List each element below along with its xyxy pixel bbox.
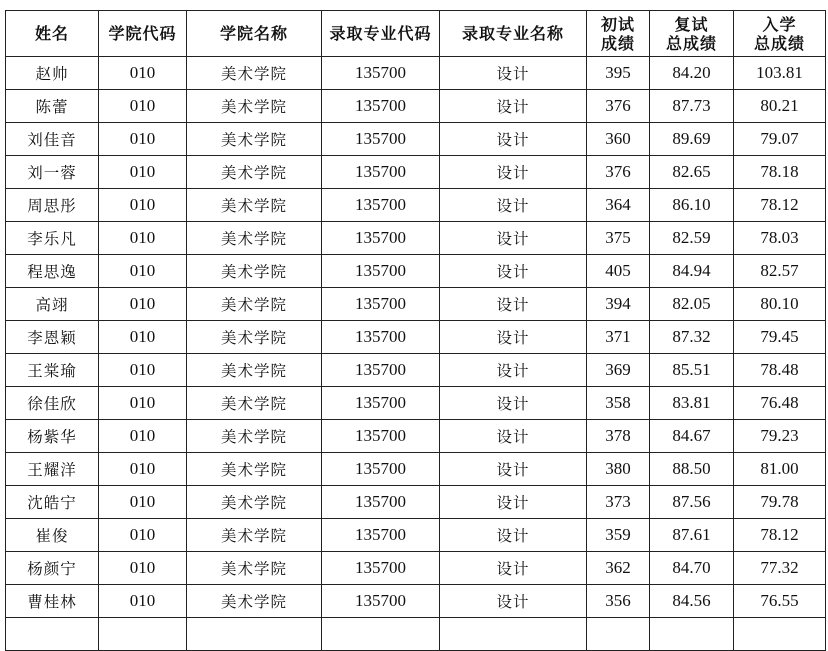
cell-major-code: [322, 618, 440, 651]
cell-initial-score: 359: [587, 519, 650, 552]
table-row: [6, 57, 826, 90]
header-row: [6, 11, 826, 57]
cell-admission-score: 77.32: [734, 552, 826, 585]
cell-admission-score: 76.48: [734, 387, 826, 420]
cell-college-code: 010: [99, 354, 187, 387]
cell-major-name: 设计: [440, 255, 587, 288]
header-admission-line1: 入学: [762, 14, 797, 34]
cell-college-code: 010: [99, 519, 187, 552]
cell-college-name: 美术学院: [187, 519, 322, 552]
header-name: 姓名: [6, 11, 99, 57]
cell-retest-score: 86.10: [650, 189, 734, 222]
cell-college-code: 010: [99, 90, 187, 123]
cell-retest-score: 87.56: [650, 486, 734, 519]
cell-major-code: 135700: [322, 585, 440, 618]
cell-initial-score: 360: [587, 123, 650, 156]
cell-major-code: 135700: [322, 156, 440, 189]
cell-major-name: 设计: [440, 552, 587, 585]
cell-major-code: 135700: [322, 57, 440, 90]
table-row: [6, 255, 826, 288]
cell-initial-score: 369: [587, 354, 650, 387]
admission-table: [5, 10, 826, 651]
cell-college-code: 010: [99, 123, 187, 156]
cell-major-code: 135700: [322, 453, 440, 486]
cell-college-name: 美术学院: [187, 123, 322, 156]
cell-admission-score: 78.12: [734, 519, 826, 552]
cell-major-name: 设计: [440, 519, 587, 552]
table-row: [6, 387, 826, 420]
cell-major-name: 设计: [440, 453, 587, 486]
cell-initial-score: 395: [587, 57, 650, 90]
cell-name: 李乐凡: [6, 222, 99, 255]
cell-admission-score: [734, 618, 826, 651]
table-row: [6, 486, 826, 519]
cell-admission-score: 103.81: [734, 57, 826, 90]
cell-initial-score: 394: [587, 288, 650, 321]
cell-initial-score: 364: [587, 189, 650, 222]
cell-college-name: 美术学院: [187, 288, 322, 321]
cell-retest-score: 84.20: [650, 57, 734, 90]
cell-retest-score: 85.51: [650, 354, 734, 387]
cell-initial-score: 373: [587, 486, 650, 519]
cell-name: 李恩颖: [6, 321, 99, 354]
cell-name: 赵帅: [6, 57, 99, 90]
cell-college-code: 010: [99, 486, 187, 519]
cell-college-name: 美术学院: [187, 321, 322, 354]
cell-name: 陈蕾: [6, 90, 99, 123]
cell-retest-score: [650, 618, 734, 651]
cell-major-code: 135700: [322, 387, 440, 420]
table-row: [6, 552, 826, 585]
cell-admission-score: 80.21: [734, 90, 826, 123]
cell-name: 曹桂林: [6, 585, 99, 618]
cell-college-code: 010: [99, 552, 187, 585]
table-row: [6, 519, 826, 552]
cell-college-name: 美术学院: [187, 156, 322, 189]
cell-admission-score: 76.55: [734, 585, 826, 618]
cell-retest-score: 87.32: [650, 321, 734, 354]
cell-college-code: 010: [99, 255, 187, 288]
cell-college-name: 美术学院: [187, 255, 322, 288]
table-row: [6, 90, 826, 123]
cell-major-name: 设计: [440, 90, 587, 123]
cell-retest-score: 83.81: [650, 387, 734, 420]
cell-major-code: 135700: [322, 321, 440, 354]
cell-admission-score: 79.45: [734, 321, 826, 354]
cell-admission-score: 78.03: [734, 222, 826, 255]
cell-admission-score: 79.78: [734, 486, 826, 519]
cell-college-code: 010: [99, 321, 187, 354]
cell-major-name: 设计: [440, 354, 587, 387]
cell-college-code: 010: [99, 57, 187, 90]
cell-name: 周思彤: [6, 189, 99, 222]
cell-major-code: 135700: [322, 486, 440, 519]
header-admission-score: [734, 11, 826, 57]
cell-major-name: 设计: [440, 387, 587, 420]
cell-major-code: 135700: [322, 420, 440, 453]
table-row: [6, 123, 826, 156]
cell-admission-score: 79.07: [734, 123, 826, 156]
table-row: [6, 321, 826, 354]
table-row: [6, 288, 826, 321]
cell-major-name: 设计: [440, 585, 587, 618]
cell-retest-score: 87.73: [650, 90, 734, 123]
cell-major-code: 135700: [322, 189, 440, 222]
cell-major-name: 设计: [440, 189, 587, 222]
cell-initial-score: [587, 618, 650, 651]
cell-college-name: 美术学院: [187, 57, 322, 90]
cell-initial-score: 380: [587, 453, 650, 486]
cell-name: 高翊: [6, 288, 99, 321]
cell-retest-score: 84.56: [650, 585, 734, 618]
cell-major-name: [440, 618, 587, 651]
cell-initial-score: 376: [587, 156, 650, 189]
table-row: [6, 156, 826, 189]
cell-college-code: 010: [99, 420, 187, 453]
cell-retest-score: 84.70: [650, 552, 734, 585]
cell-major-code: 135700: [322, 354, 440, 387]
cell-major-code: 135700: [322, 288, 440, 321]
cell-major-code: 135700: [322, 123, 440, 156]
cell-initial-score: 371: [587, 321, 650, 354]
cell-college-name: 美术学院: [187, 552, 322, 585]
cell-college-name: 美术学院: [187, 453, 322, 486]
cell-college-name: 美术学院: [187, 90, 322, 123]
table-row: [6, 453, 826, 486]
cell-name: 崔俊: [6, 519, 99, 552]
cell-college-name: [187, 618, 322, 651]
cell-college-name: 美术学院: [187, 420, 322, 453]
cell-name: [6, 618, 99, 651]
header-college-name: 学院名称: [187, 11, 322, 57]
cell-major-name: 设计: [440, 57, 587, 90]
cell-retest-score: 84.94: [650, 255, 734, 288]
cell-retest-score: 82.65: [650, 156, 734, 189]
header-initial-line1: 初试: [600, 14, 635, 34]
cell-retest-score: 82.59: [650, 222, 734, 255]
cell-name: 徐佳欣: [6, 387, 99, 420]
cell-major-name: 设计: [440, 156, 587, 189]
cell-college-code: 010: [99, 222, 187, 255]
cell-major-name: 设计: [440, 486, 587, 519]
cell-admission-score: 82.57: [734, 255, 826, 288]
cell-name: 程思逸: [6, 255, 99, 288]
table-body: [6, 57, 826, 651]
cell-admission-score: 78.18: [734, 156, 826, 189]
cell-college-name: 美术学院: [187, 387, 322, 420]
cell-major-code: 135700: [322, 552, 440, 585]
cell-initial-score: 362: [587, 552, 650, 585]
header-college-code: 学院代码: [99, 11, 187, 57]
cell-major-code: 135700: [322, 519, 440, 552]
cell-initial-score: 378: [587, 420, 650, 453]
cell-major-code: 135700: [322, 255, 440, 288]
cell-admission-score: 78.12: [734, 189, 826, 222]
cell-major-name: 设计: [440, 321, 587, 354]
cell-initial-score: 405: [587, 255, 650, 288]
header-initial-line2: 成绩: [600, 33, 635, 53]
cell-college-name: 美术学院: [187, 222, 322, 255]
cell-retest-score: 88.50: [650, 453, 734, 486]
header-admission-line2: 总成绩: [753, 33, 805, 53]
cell-major-name: 设计: [440, 222, 587, 255]
cell-admission-score: 81.00: [734, 453, 826, 486]
cell-major-code: 135700: [322, 90, 440, 123]
header-initial-score: [587, 11, 650, 57]
cell-college-code: 010: [99, 156, 187, 189]
cell-name: 杨紫华: [6, 420, 99, 453]
cell-admission-score: 79.23: [734, 420, 826, 453]
table-row-partial: [6, 618, 826, 651]
cell-college-code: 010: [99, 189, 187, 222]
table-row: [6, 189, 826, 222]
table-row: [6, 354, 826, 387]
header-retest-line2: 总成绩: [665, 33, 717, 53]
header-retest-score: [650, 11, 734, 57]
cell-retest-score: 82.05: [650, 288, 734, 321]
cell-initial-score: 376: [587, 90, 650, 123]
cell-admission-score: 78.48: [734, 354, 826, 387]
header-retest-line1: 复试: [674, 14, 709, 34]
cell-college-code: 010: [99, 288, 187, 321]
table-row: [6, 420, 826, 453]
cell-college-code: [99, 618, 187, 651]
table-row: [6, 222, 826, 255]
cell-college-name: 美术学院: [187, 354, 322, 387]
cell-admission-score: 80.10: [734, 288, 826, 321]
cell-college-name: 美术学院: [187, 585, 322, 618]
cell-college-code: 010: [99, 387, 187, 420]
cell-name: 杨颜宁: [6, 552, 99, 585]
cell-name: 王耀洋: [6, 453, 99, 486]
cell-major-name: 设计: [440, 420, 587, 453]
cell-major-code: 135700: [322, 222, 440, 255]
cell-major-name: 设计: [440, 123, 587, 156]
cell-college-code: 010: [99, 453, 187, 486]
cell-name: 刘佳音: [6, 123, 99, 156]
cell-college-name: 美术学院: [187, 486, 322, 519]
cell-college-name: 美术学院: [187, 189, 322, 222]
header-major-code: 录取专业代码: [322, 11, 440, 57]
cell-name: 沈皓宁: [6, 486, 99, 519]
cell-initial-score: 358: [587, 387, 650, 420]
cell-initial-score: 356: [587, 585, 650, 618]
cell-major-name: 设计: [440, 288, 587, 321]
header-major-name: 录取专业名称: [440, 11, 587, 57]
cell-retest-score: 84.67: [650, 420, 734, 453]
cell-initial-score: 375: [587, 222, 650, 255]
cell-retest-score: 89.69: [650, 123, 734, 156]
cell-college-code: 010: [99, 585, 187, 618]
table-row: [6, 585, 826, 618]
cell-name: 王棠瑜: [6, 354, 99, 387]
cell-retest-score: 87.61: [650, 519, 734, 552]
cell-name: 刘一蓉: [6, 156, 99, 189]
